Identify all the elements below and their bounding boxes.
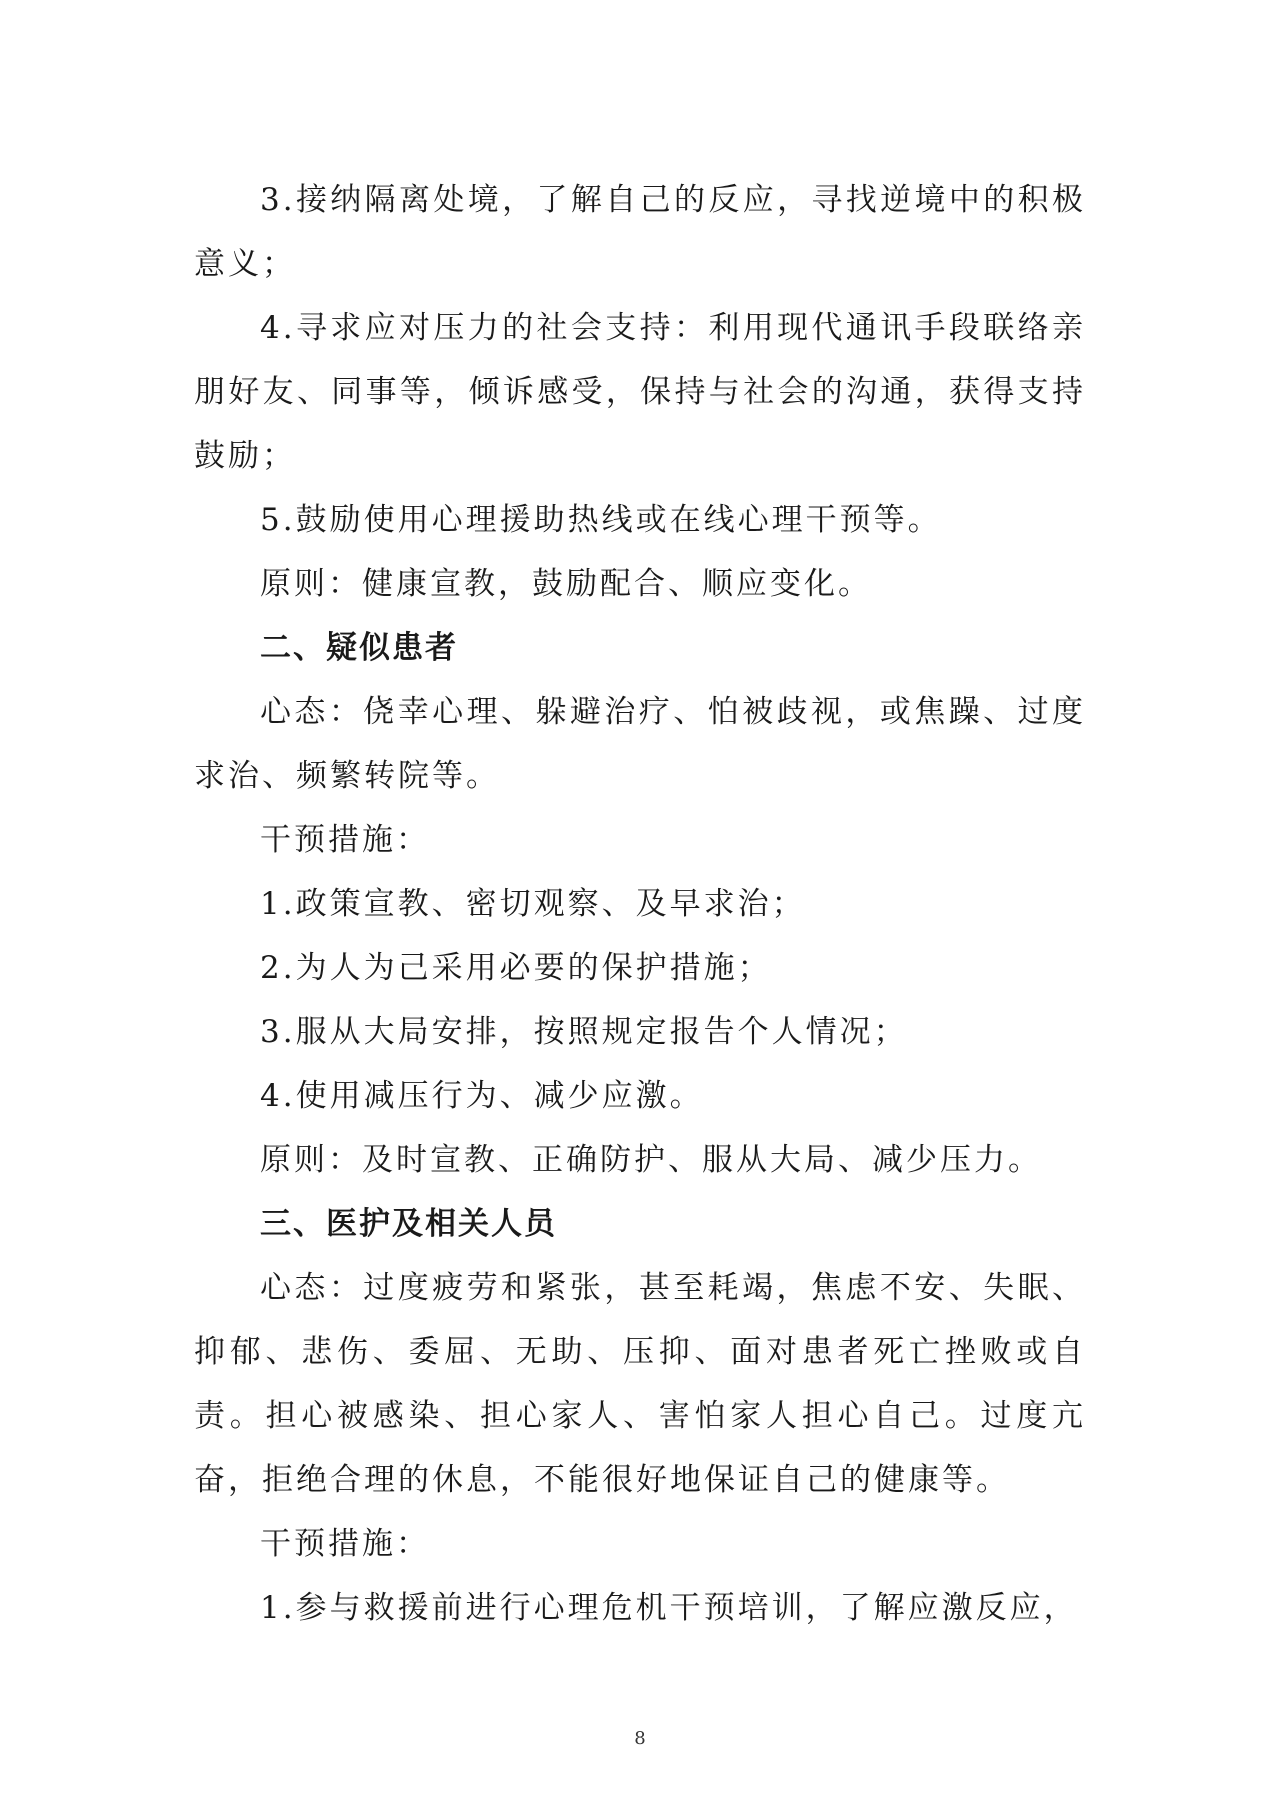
mindset-paragraph: 心态：过度疲劳和紧张，甚至耗竭，焦虑不安、失眠、抑郁、悲伤、委屈、无助、压抑、面对患者死亡挫败或自责。担心被感染、担心家人、害怕家人担心自己。过度亢奋，拒绝合理的休息，不能很好地保证自己的健康等。 — [194, 1270, 1086, 1498]
principle-paragraph: 原则：及时宣教、正确防护、服从大局、减少压力。 — [260, 1142, 1042, 1178]
list-item-1: 1.政策宣教、密切观察、及早求治； — [260, 886, 806, 922]
section-heading-medical-staff: 三、医护及相关人员 — [260, 1206, 557, 1242]
page-number: 8 — [634, 1728, 646, 1749]
list-item-1: 1.参与救援前进行心理危机干预培训，了解应激反应， — [260, 1590, 1078, 1626]
section-heading-suspected-patients: 二、疑似患者 — [260, 630, 458, 666]
intervention-label: 干预措施： — [260, 1526, 430, 1562]
list-item-2: 2.为人为己采用必要的保护措施； — [260, 950, 772, 986]
list-item-3: 3.接纳隔离处境，了解自己的反应，寻找逆境中的积极意义； — [194, 182, 1086, 282]
document-body — [194, 168, 1086, 1640]
mindset-paragraph: 心态：侥幸心理、躲避治疗、怕被歧视，或焦躁、过度求治、频繁转院等。 — [194, 694, 1086, 794]
intervention-label: 干预措施： — [260, 822, 430, 858]
list-item-4: 4.使用减压行为、减少应激。 — [260, 1078, 704, 1114]
list-item-5: 5.鼓励使用心理援助热线或在线心理干预等。 — [260, 502, 942, 538]
list-item-3: 3.服从大局安排，按照规定报告个人情况； — [260, 1014, 908, 1050]
principle-paragraph: 原则：健康宣教，鼓励配合、顺应变化。 — [260, 566, 872, 602]
list-item-4: 4.寻求应对压力的社会支持：利用现代通讯手段联络亲朋好友、同事等，倾诉感受，保持与社会的沟通，获得支持鼓励； — [194, 310, 1086, 474]
